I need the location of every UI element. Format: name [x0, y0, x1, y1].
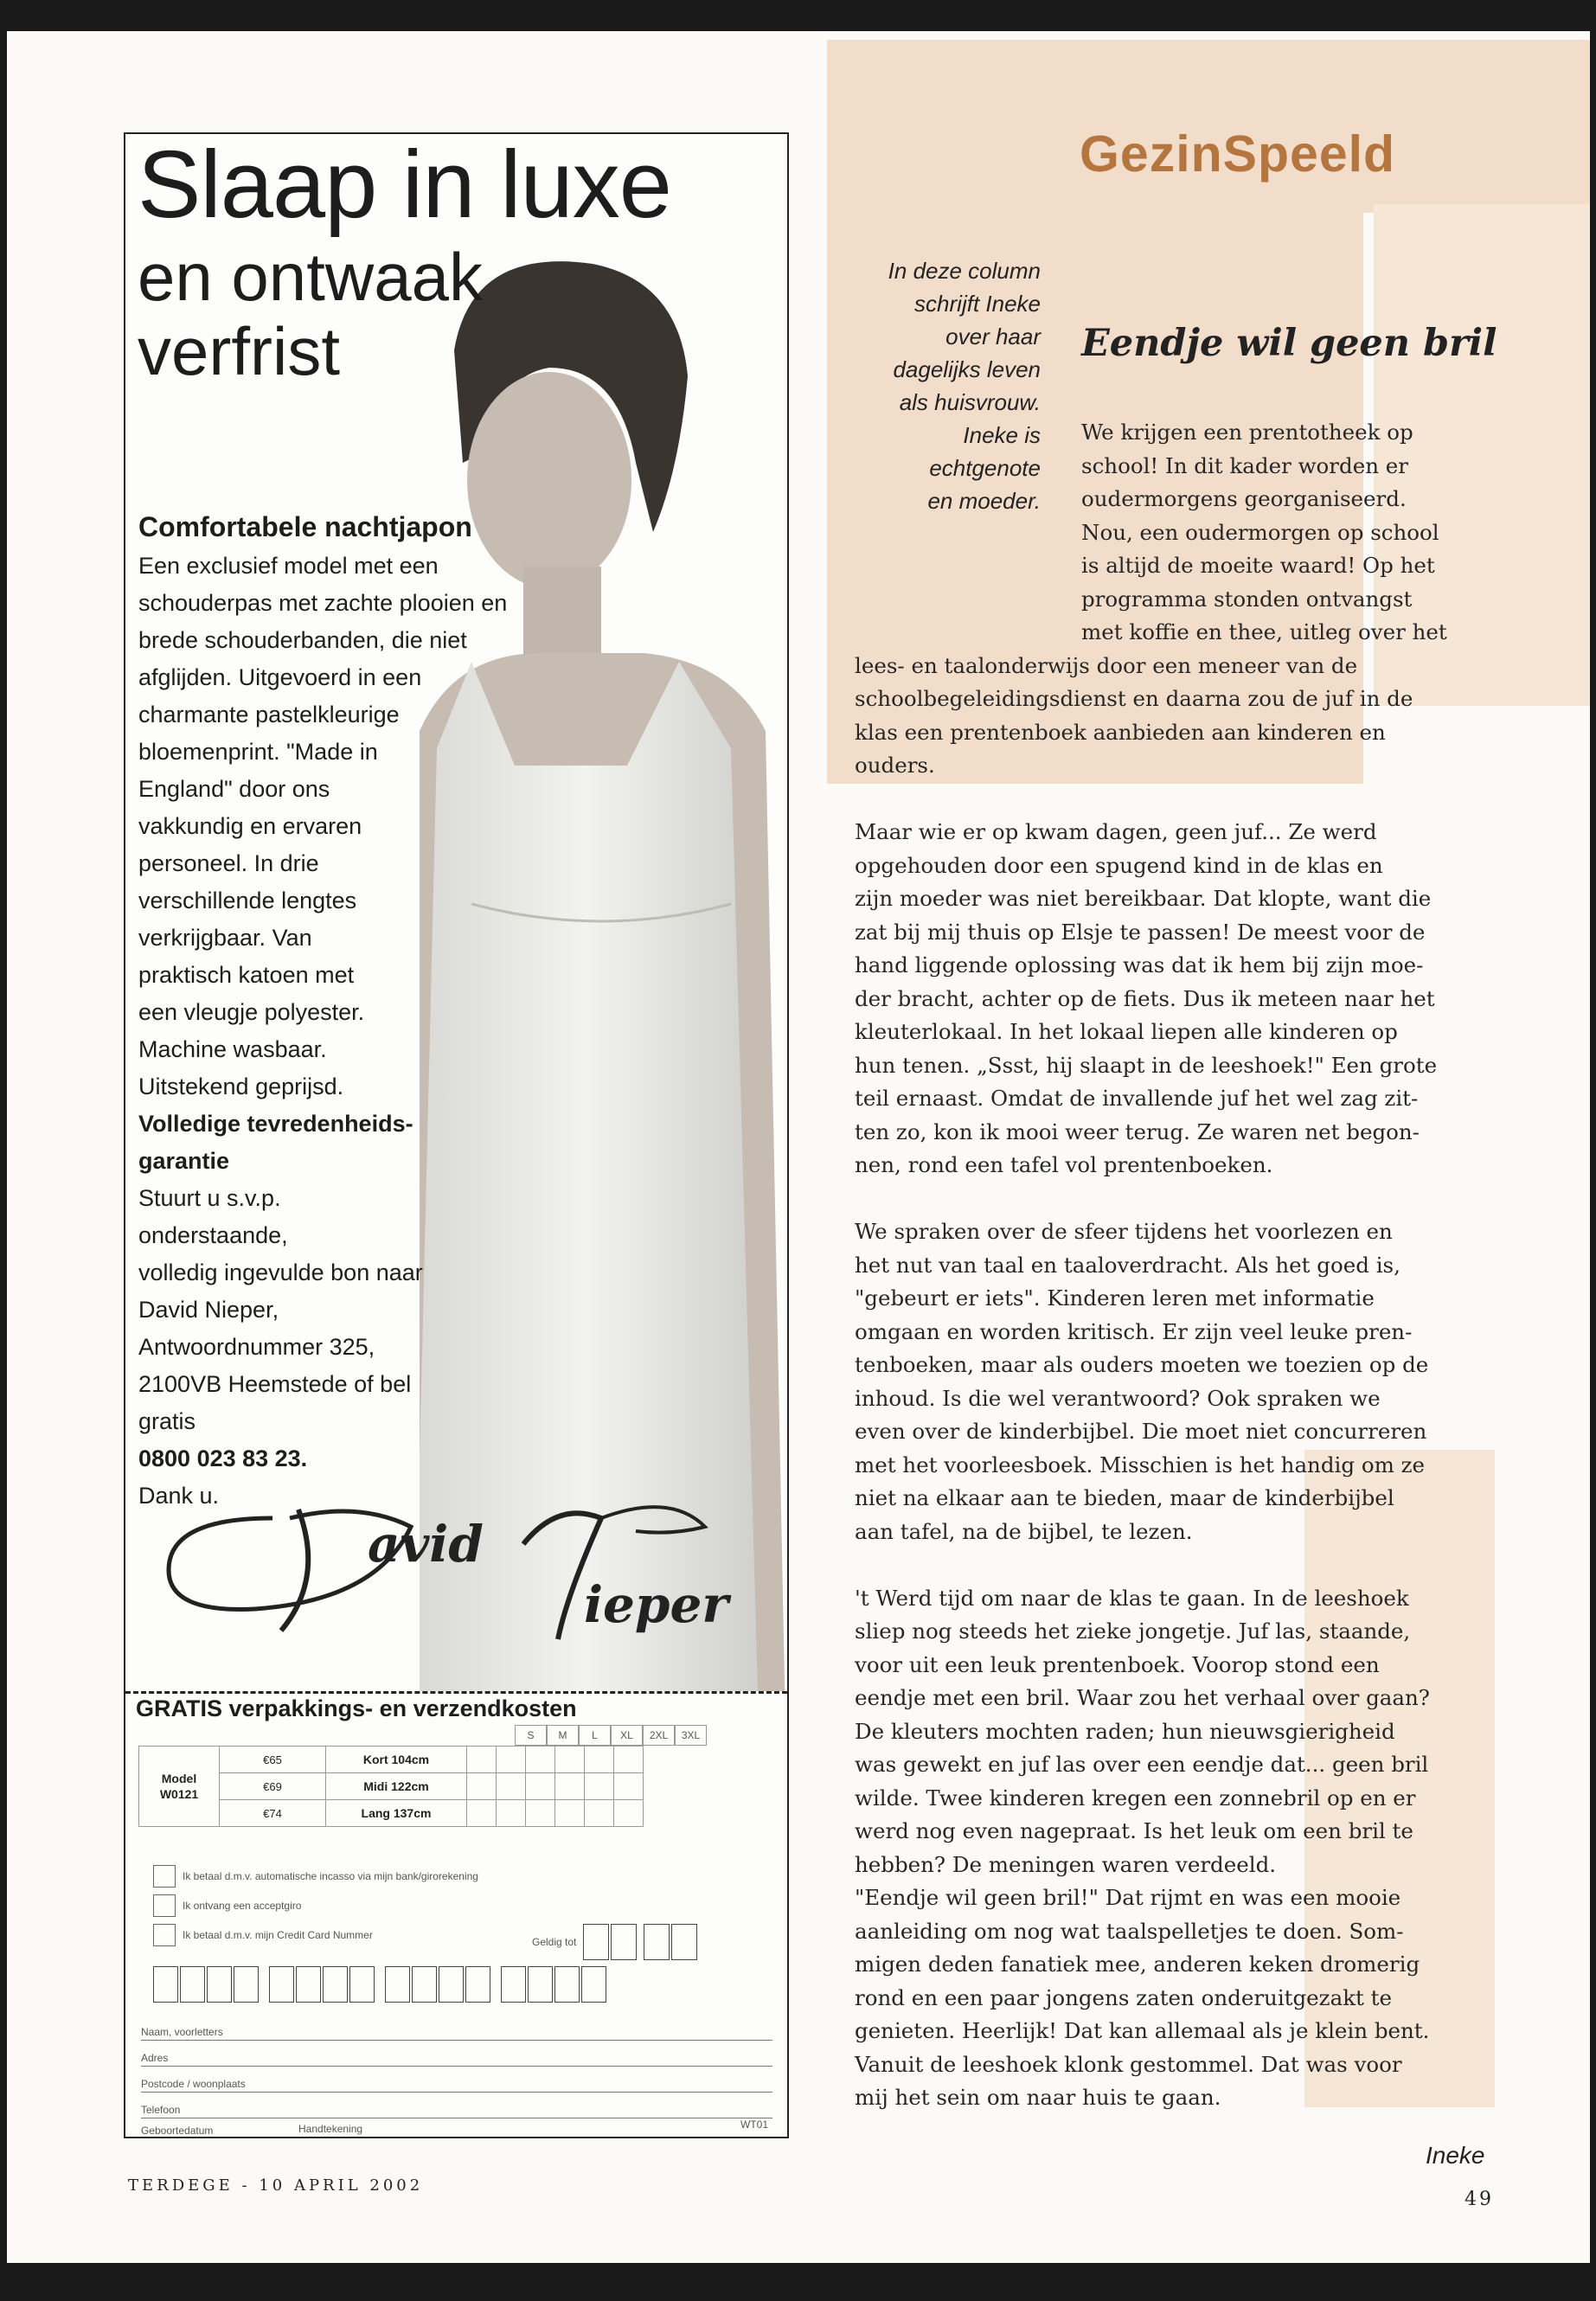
quantity-cell[interactable]	[555, 1747, 585, 1773]
ad-order-line: Stuurt u s.v.p.	[138, 1185, 281, 1211]
postcode-field[interactable]	[141, 2066, 772, 2093]
article-line: nen, rond een tafel vol prentenboeken.	[855, 1152, 1273, 1177]
article-line: 't Werd tijd om naar de klas te gaan. In de leeshoek	[855, 1585, 1409, 1611]
ad-headline	[138, 132, 671, 389]
payment-checkbox[interactable]	[153, 1865, 176, 1888]
article-line: tenboeken, maar als ouders moeten we toezien op de	[855, 1352, 1429, 1377]
size-label: 2XL	[643, 1725, 675, 1746]
article-line: We krijgen een prentotheek op	[1081, 420, 1413, 445]
article-line: We spraken over de sfeer tijdens het voorlezen en	[855, 1219, 1393, 1244]
article-line: omgaan en worden kritisch. Er zijn veel leuke pren-	[855, 1318, 1413, 1344]
intro-line: dagelijks leven	[893, 356, 1041, 382]
intro-line: echtgenote	[929, 455, 1041, 481]
article-line: oudermorgens georganiseerd.	[1081, 486, 1407, 511]
field-label: Telefoon	[141, 2104, 181, 2116]
payment-option-label: Ik betaal d.m.v. mijn Credit Card Nummer	[183, 1929, 373, 1941]
quantity-cell[interactable]	[585, 1747, 614, 1773]
card-digit-box[interactable]	[581, 1966, 606, 2003]
length-cell: Midi 122cm	[326, 1773, 467, 1800]
intro-line: schrijft Ineke	[914, 291, 1041, 317]
price-cell: €69	[220, 1773, 326, 1800]
coupon-code: WT01	[740, 2118, 768, 2131]
article-line: ouders.	[855, 753, 935, 778]
intro-line: In deze column	[888, 258, 1041, 284]
quantity-cell[interactable]	[497, 1747, 526, 1773]
column-intro	[829, 254, 1041, 517]
quantity-cell[interactable]	[526, 1800, 555, 1827]
quantity-cell[interactable]	[467, 1773, 497, 1800]
article-line: aan tafel, na de bijbel, te lezen.	[855, 1518, 1193, 1544]
ad-body	[138, 548, 588, 1106]
valid-label: Geldig tot	[532, 1936, 577, 1948]
article-line: het nut van taal en taaloverdracht. Als het goed is,	[855, 1252, 1401, 1278]
article-line: aanleiding om nog wat taalspelletjes te doen. Som-	[855, 1918, 1404, 1944]
paragraph-gap	[855, 783, 862, 817]
article-line: rond en een paar jongens zaten onderuitgezakt te	[855, 1984, 1393, 2010]
article-line: mij het sein om naar huis te gaan.	[855, 2085, 1221, 2110]
article-line: der bracht, achter op de fiets. Dus ik meteen naar het	[855, 985, 1435, 1011]
page-footer: TERDEGE - 10 APRIL 2002	[128, 2176, 424, 2195]
field-label: Naam, voorletters	[141, 2026, 223, 2038]
ad-body-line: verkrijgbaar. Van	[138, 925, 312, 951]
valid-digit-box[interactable]	[611, 1924, 637, 1960]
address-field[interactable]	[141, 2040, 772, 2067]
article-line: niet na elkaar aan te bieden, maar de kinderbijbel	[855, 1485, 1394, 1510]
phone-field[interactable]	[141, 2092, 772, 2118]
ad-thanks: Dank u.	[138, 1483, 220, 1509]
ad-order-line: onderstaande,	[138, 1222, 288, 1248]
price-cell: €74	[220, 1800, 326, 1827]
card-digit-box[interactable]	[349, 1966, 375, 2003]
ad-body-line: bloemenprint. "Made in	[138, 739, 378, 765]
paragraph-gap	[855, 1183, 862, 1216]
valid-digit-box[interactable]	[644, 1924, 670, 1960]
intro-line: als huisvrouw.	[899, 389, 1041, 415]
article-line: Vanuit de leeshoek klonk gestommel. Dat was voor	[855, 2051, 1402, 2077]
intro-line: over haar	[945, 324, 1041, 349]
quantity-cell[interactable]	[555, 1800, 585, 1827]
coupon-title: GRATIS verpakkings- en verzendkosten	[136, 1695, 584, 1722]
quantity-cell[interactable]	[585, 1800, 614, 1827]
model-label: Model	[161, 1772, 197, 1785]
length-cell: Lang 137cm	[326, 1800, 467, 1827]
size-label: 3XL	[675, 1725, 707, 1746]
section-label: GezinSpeeld	[1080, 125, 1396, 183]
column-title: Eendje wil geen bril	[1081, 322, 1497, 365]
ad-order-line: Antwoordnummer 325,	[138, 1334, 375, 1360]
ad-order-instructions	[138, 1180, 588, 1440]
magazine-page	[7, 31, 1590, 2263]
quantity-cell[interactable]	[467, 1747, 497, 1773]
article-line: programma stonden ontvangst	[1081, 586, 1413, 612]
ad-body-line: Uitstekend geprijsd.	[138, 1074, 344, 1099]
ad-body-line: charmante pastelkleurige	[138, 702, 400, 727]
quantity-cell[interactable]	[467, 1800, 497, 1827]
ad-body-line: een vleugje polyester.	[138, 999, 365, 1025]
article-line: inhoud. Is die wel verantwoord? Ook spraken we	[855, 1385, 1381, 1411]
article-line: schoolbegeleidingsdienst en daarna zou de juf in de	[855, 686, 1413, 711]
article-line: was gewekt en juf las over een eendje dat... geen bril	[855, 1752, 1429, 1777]
size-label: S	[515, 1725, 547, 1746]
length-cell: Kort 104cm	[326, 1747, 467, 1773]
card-valid-until	[532, 1924, 697, 1960]
article-line: kleuterlokaal. In het lokaal liepen alle kinderen op	[855, 1019, 1398, 1044]
payment-option[interactable]	[153, 1894, 301, 1917]
article-line: met het voorleesboek. Misschien is het handig om ze	[855, 1452, 1425, 1477]
article-line: school! In dit kader worden er	[1081, 452, 1408, 478]
order-table	[138, 1746, 644, 1827]
article-line: voor uit een leuk prentenboek. Voorop stond een	[855, 1651, 1380, 1677]
card-number-boxes[interactable]	[153, 1966, 608, 2003]
svg-text:avid: avid	[368, 1515, 484, 1574]
paragraph-gap	[855, 1548, 862, 1582]
payment-checkbox[interactable]	[153, 1894, 176, 1917]
ad-order-line: David Nieper,	[138, 1297, 279, 1323]
david-nieper-signature-logo	[151, 1466, 774, 1665]
ad-subhead: Comfortabele nachtjapon	[138, 511, 472, 542]
payment-option-label: Ik ontvang een acceptgiro	[183, 1900, 302, 1912]
ad-body-line: praktisch katoen met	[138, 962, 355, 988]
ad-headline-line-2: en ontwaak	[138, 239, 483, 315]
ad-headline-line-1: Slaap in luxe	[138, 132, 671, 238]
svg-text:ieper: ieper	[584, 1575, 728, 1634]
card-digit-box[interactable]	[234, 1966, 259, 2003]
article-line: zijn moeder was niet bereikbaar. Dat klopte, want die	[855, 886, 1432, 911]
field-label: Handtekening	[298, 2123, 363, 2135]
article-line: wilde. Twee kinderen kregen een zonnebril op en er	[855, 1785, 1416, 1811]
card-digit-box[interactable]	[554, 1966, 580, 2003]
quantity-cell[interactable]	[526, 1747, 555, 1773]
article-line: "Eendje wil geen bril!" Dat rijmt en was een mooie	[855, 1885, 1401, 1910]
card-digit-box[interactable]	[269, 1966, 294, 2003]
ad-order-line: volledig ingevulde bon naar	[138, 1259, 423, 1285]
article-line: lees- en taalonderwijs door een meneer van de	[855, 652, 1358, 678]
ad-body-line: brede schouderbanden, die niet	[138, 627, 467, 653]
signature-field[interactable]	[298, 2119, 558, 2137]
article-line: Maar wie er op kwam dagen, geen juf... Ze werd	[855, 819, 1377, 844]
ad-body-line: personeel. In drie	[138, 850, 319, 876]
card-digit-box[interactable]	[501, 1966, 526, 2003]
ad-body-line: Machine wasbaar.	[138, 1036, 327, 1062]
quantity-cell[interactable]	[585, 1773, 614, 1800]
guarantee-line: Volledige tevredenheids-	[138, 1111, 413, 1137]
article-line: teil ernaast. Omdat de invallende juf het wel zag zit-	[855, 1086, 1419, 1111]
model-cell	[139, 1747, 220, 1827]
payment-option[interactable]	[153, 1865, 478, 1888]
ad-body-line: Een exclusief model met een	[138, 553, 439, 579]
price-cell: €65	[220, 1747, 326, 1773]
article-line: Nou, een oudermorgen op school	[1081, 519, 1439, 545]
card-digit-box[interactable]	[153, 1966, 178, 2003]
quantity-cell[interactable]	[526, 1773, 555, 1800]
quantity-cell[interactable]	[614, 1747, 644, 1773]
field-label: Geboortedatum	[141, 2125, 214, 2137]
byline: Ineke	[1426, 2142, 1485, 2169]
quantity-cell[interactable]	[614, 1773, 644, 1800]
intro-line: en moeder.	[927, 488, 1041, 514]
model-code: W0121	[159, 1787, 199, 1801]
article-line: De kleuters mochten raden; hun nieuwsgierigheid	[855, 1718, 1395, 1744]
card-digit-box[interactable]	[323, 1966, 348, 2003]
article-line: is altijd de moeite waard! Op het	[1081, 553, 1435, 578]
article-line: zat bij mij thuis op Elsje te passen! De meest voor de	[855, 919, 1426, 945]
field-label: Adres	[141, 2052, 169, 2064]
size-label: M	[547, 1725, 579, 1746]
size-label: L	[579, 1725, 611, 1746]
field-label: Postcode / woonplaats	[141, 2078, 246, 2090]
card-digit-box[interactable]	[207, 1966, 232, 2003]
page-number: 49	[1465, 2189, 1494, 2210]
article-line: opgehouden door een spugend kind in de klas en	[855, 852, 1383, 878]
article-line: even over de kinderbijbel. Die moet niet concurreren	[855, 1419, 1427, 1444]
article-line: "gebeurt er iets". Kinderen leren met informatie	[855, 1285, 1375, 1311]
article-line: klas een prentenboek aanbieden aan kinderen en	[855, 719, 1386, 745]
ad-body-line: England" door ons	[138, 776, 330, 802]
payment-option[interactable]	[153, 1924, 373, 1946]
card-digit-box[interactable]	[465, 1966, 490, 2003]
article-line: hand liggende oplossing was dat ik hem bij zijn moe-	[855, 952, 1424, 977]
article-line: hun tenen. „Ssst, hij slaapt in de leeshoek!" Een grote	[855, 1052, 1438, 1078]
ad-body-line: verschillende lengtes	[138, 888, 357, 913]
ad-body-line: schouderpas met zachte plooien en	[138, 590, 508, 616]
ad-order-line: gratis	[138, 1408, 196, 1434]
guarantee-line: garantie	[138, 1148, 230, 1174]
article-line: sliep nog steeds het zieke jongetje. Juf las, staande,	[855, 1618, 1411, 1644]
quantity-cell[interactable]	[497, 1773, 526, 1800]
card-digit-box[interactable]	[180, 1966, 205, 2003]
name-field[interactable]	[141, 2014, 772, 2041]
article-line: werd nog even nagepraat. Is het leuk om een bril te	[855, 1818, 1413, 1843]
ad-body-line: afglijden. Uitgevoerd in een	[138, 664, 422, 690]
valid-digit-box[interactable]	[583, 1924, 609, 1960]
card-digit-box[interactable]	[296, 1966, 321, 2003]
ad-copy	[138, 509, 588, 1515]
intro-line: Ineke is	[963, 422, 1041, 448]
article-line: genieten. Heerlijk! Dat kan allemaal als je klein bent.	[855, 2018, 1430, 2043]
quantity-cell[interactable]	[555, 1773, 585, 1800]
order-coupon	[125, 1691, 787, 2138]
ad-order-line: 2100VB Heemstede of bel	[138, 1371, 412, 1397]
card-digit-box[interactable]	[385, 1966, 410, 2003]
table-row	[139, 1747, 644, 1773]
card-digit-box[interactable]	[439, 1966, 464, 2003]
ad-body-line: vakkundig en ervaren	[138, 813, 362, 839]
size-label: XL	[611, 1725, 643, 1746]
payment-option-label: Ik betaal d.m.v. automatische incasso via mijn bank/girorekening	[183, 1870, 478, 1882]
valid-digit-box[interactable]	[671, 1924, 697, 1960]
article-line: ten zo, kon ik mooi weer terug. Ze waren net begon-	[855, 1118, 1420, 1144]
advertisement	[124, 132, 789, 2138]
size-header	[515, 1725, 707, 1746]
article-line: met koffie en thee, uitleg over het	[1081, 619, 1447, 644]
article-line: eendje met een bril. Waar zou het verhaal over gaan?	[855, 1685, 1430, 1710]
card-digit-box[interactable]	[528, 1966, 553, 2003]
ad-headline-line-3: verfrist	[138, 313, 340, 389]
quantity-cell[interactable]	[614, 1800, 644, 1827]
article-line: migen deden fanatiek mee, anderen keken dromerig	[855, 1952, 1420, 1977]
quantity-cell[interactable]	[497, 1800, 526, 1827]
article-line: hebben? De meningen waren verdeeld.	[855, 1851, 1277, 1877]
card-digit-box[interactable]	[412, 1966, 437, 2003]
payment-checkbox[interactable]	[153, 1924, 176, 1946]
ad-phone: 0800 023 83 23.	[138, 1445, 308, 1471]
